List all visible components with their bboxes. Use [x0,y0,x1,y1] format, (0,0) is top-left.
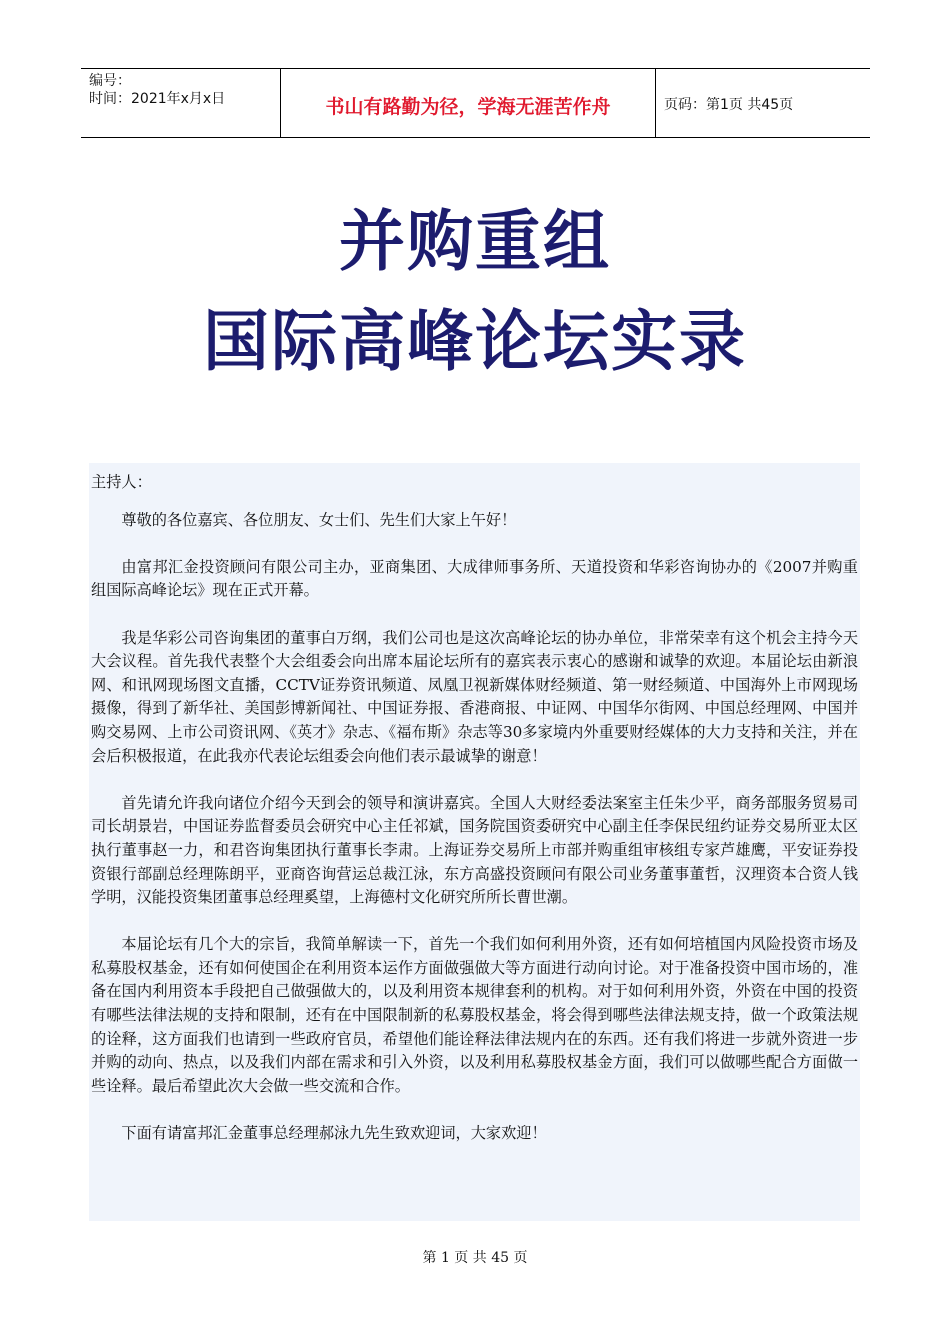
document-time-label: 时间：2021年x月x日 [89,91,226,107]
header-page-info: 页码：第1页 共45页 [664,97,794,113]
paragraph-guests: 首先请允许我向诸位介绍今天到会的领导和演讲嘉宾。全国人大财经委法案室主任朱少平，商务部服务贸易司司长胡景岩，中国证券监督委员会研究中心主任祁斌，国务院国资委研究中心副主任李保民纽约证券交易所亚太区执行董事赵一力，和君咨询集团执行董事长李肃。上海证券交易所上市部并购重组审核组专家芦雄鹰，平安证券投资银行部副总经理陈朗平，亚商咨询营运总裁江泳，东方高盛投资顾问有限公司业务董事董哲，汉理资本合资人钱学明，汉能投资集团董事总经理奚望，上海德村文化研究所所长曹世潮。 [91,793,858,907]
document-title-line2: 国际高峰论坛实录 [203,303,747,380]
document-number-label: 编号： [89,73,131,89]
page-footer: 第 1 页 共 45 页 [422,1250,528,1266]
header-table [81,68,870,138]
header-motto: 书山有路勤为径，学海无涯苦作舟 [281,69,656,137]
paragraph-next-speaker: 下面有请富邦汇金董事总经理郝泳九先生致欢迎词，大家欢迎！ [121,1124,547,1143]
transcript-body [89,463,860,1221]
document-title-line1: 并购重组 [339,203,611,280]
paragraph-greeting: 尊敬的各位嘉宾、各位朋友、女士们、先生们大家上午好！ [121,510,517,529]
speaker-label: 主持人： [91,473,152,491]
paragraph-host-intro: 我是华彩公司咨询集团的董事白万纲，我们公司也是这次高峰论坛的协办单位，非常荣幸有这个机会主持今天大会议程。首先我代表整个大会组委会向出席本届论坛所有的嘉宾表示衷心的感谢和诚挚的欢迎。本届论坛由新浪网、和讯网现场图文直播，CCTV证券资讯频道、凤凰卫视新媒体财经频道、第一财经频道、中国海外上市网现场摄像，得到了新华社、美国彭博新闻社、中国证券报、香港商报、中证网、中国华尔街网、中国总经理网、中国并购交易网、上市公司资讯网、《英才》杂志、《福布斯》杂志等30多家境内外重要财经媒体的大力支持和关注，并在会后积极报道，在此我亦代表论坛组委会向他们表示最诚挚的谢意！ [91,628,858,765]
paragraph-purpose: 本届论坛有几个大的宗旨，我简单解读一下，首先一个我们如何利用外资，还有如何培植国内风险投资市场及私募股权基金，还有如何使国企在利用资本运作方面做强做大等方面进行动向讨论。对于准备投资中国市场的，准备在国内利用资本手段把自己做强做大的，以及利用资本规律套利的机构。对于如何利用外资，外资在中国的投资有哪些法律法规的支持和限制，还有在中国限制新的私募股权基金，将会得到哪些法律法规支持，做一个政策法规的诠释，这方面我们也请到一些政府官员，希望他们能诠释法律法规内在的东西。还有我们将进一步就外资进一步并购的动向、热点，以及我们内部在需求和引入外资，以及利用私募股权基金方面，我们可以做哪些配合方面做一些诠释。最后希望此次大会做一些交流和合作。 [91,935,858,1095]
header-meta-cell [81,69,281,137]
paragraph-opening: 由富邦汇金投资顾问有限公司主办，亚商集团、大成律师事务所、天道投资和华彩咨询协办的《2007并购重组国际高峰论坛》现在正式开幕。 [91,557,858,600]
